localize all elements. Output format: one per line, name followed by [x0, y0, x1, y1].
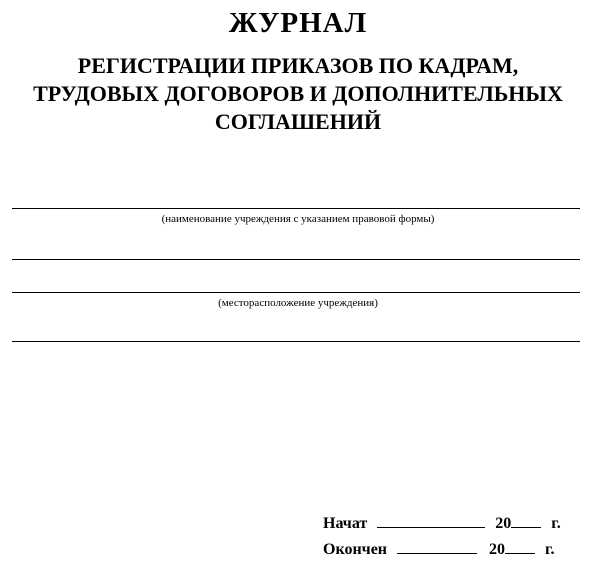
finished-year-suffix: г.: [545, 541, 555, 558]
location-line: [12, 292, 580, 293]
started-label: Начат: [323, 515, 368, 532]
journal-subtitle: [20, 52, 576, 136]
institution-name-line: [12, 208, 580, 209]
finished-label: Окончен: [323, 541, 388, 558]
finished-date-row: [323, 538, 554, 560]
subtitle-line-2: ТРУДОВЫХ ДОГОВОРОВ И ДОПОЛНИТЕЛЬНЫХ: [33, 81, 563, 106]
started-year-suffix: г.: [551, 515, 561, 532]
started-year-prefix: 20: [495, 515, 512, 532]
started-day-month-blank: [377, 512, 485, 528]
institution-name-line-2: [12, 259, 580, 260]
location-caption: (месторасположение учреждения): [218, 297, 378, 309]
journal-title: ЖУРНАЛ: [228, 7, 368, 39]
location-line-2: [12, 341, 580, 342]
started-year-blank: [511, 512, 541, 528]
finished-year-prefix: 20: [489, 541, 506, 558]
finished-day-month-blank: [397, 538, 477, 554]
subtitle-line-3: СОГЛАШЕНИЙ: [214, 109, 382, 134]
finished-year-blank: [505, 538, 535, 554]
subtitle-line-1: РЕГИСТРАЦИИ ПРИКАЗОВ ПО КАДРАМ,: [77, 53, 519, 78]
institution-caption: (наименование учреждения с указанием правовой формы): [161, 213, 435, 225]
started-date-row: [323, 512, 561, 534]
